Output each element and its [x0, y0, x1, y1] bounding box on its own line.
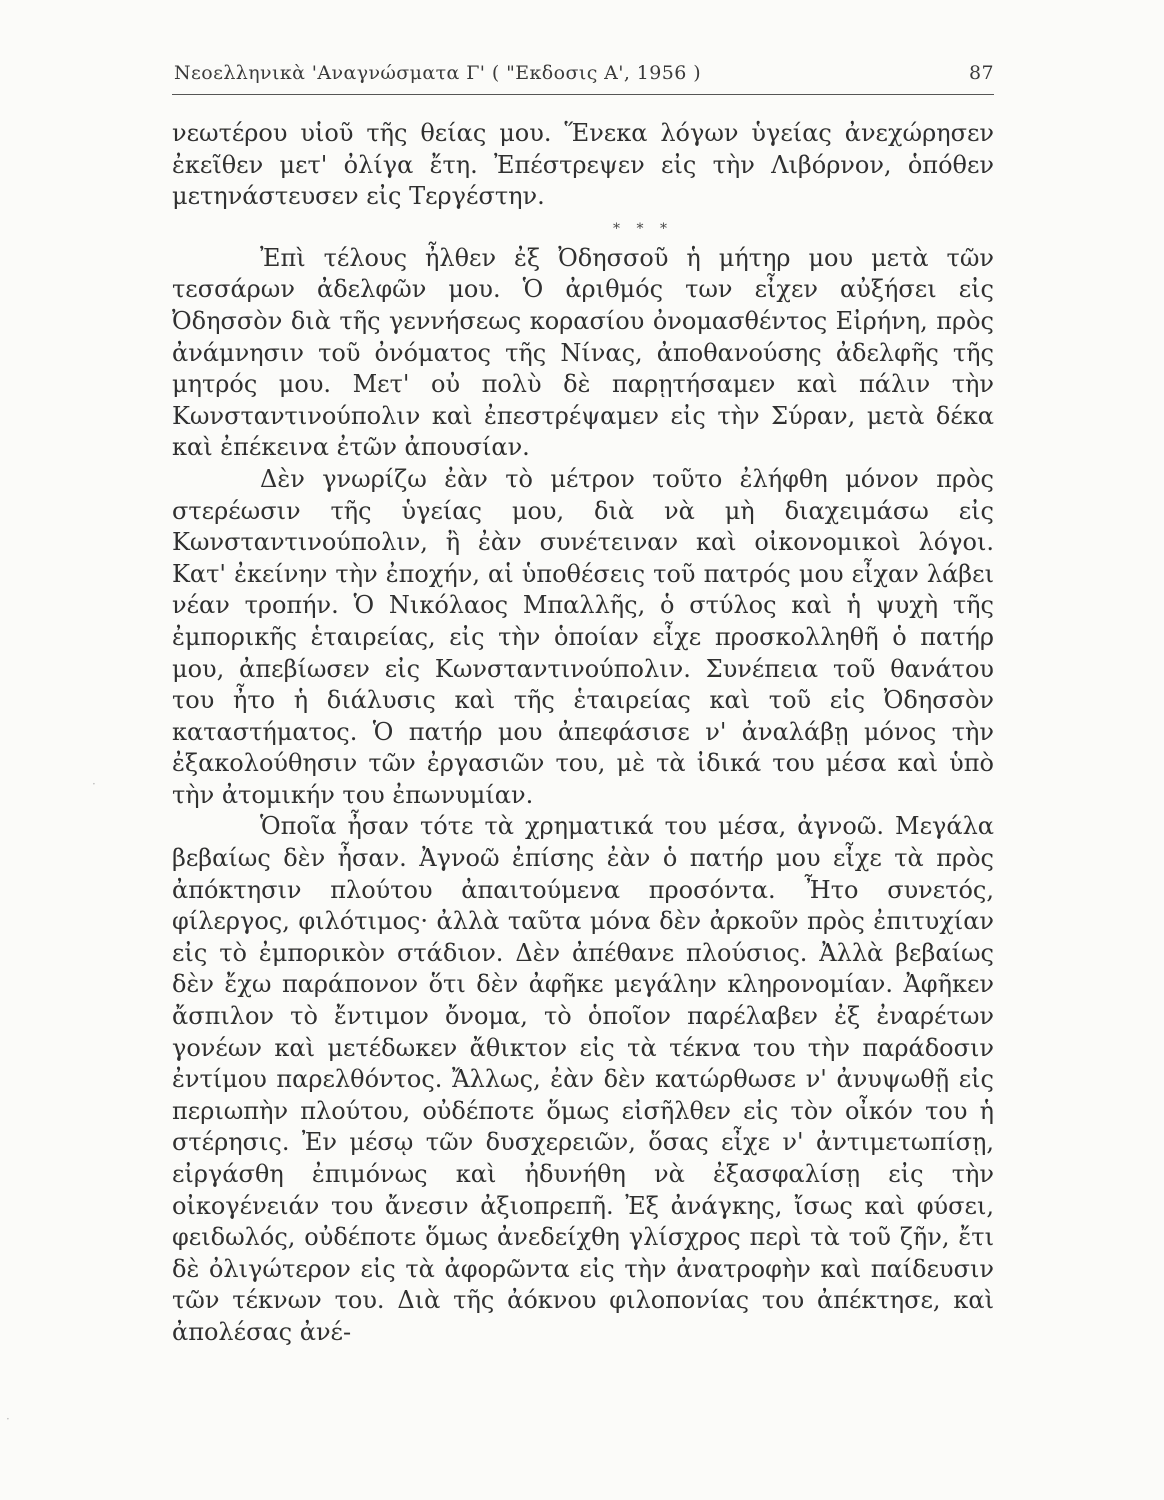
running-header	[174, 58, 994, 94]
scan-speck: ·	[6, 1412, 10, 1426]
page-number: 87	[969, 62, 994, 84]
header-title: Νεοελληνικὰ 'Αναγνώσματα Γ' ( "Εκδοσις Α', 1956 )	[174, 62, 702, 84]
paragraph-continued: νεωτέρου υἱοῦ τῆς θείας μου. Ἕνεκα λόγων ὑγείας ἀνεχώρησεν ἐκεῖθεν μετ' ὀλίγα ἔτη. Ἐπέστρεψεν εἰς τὴν Λιβόρνον, ὁπόθεν μετηνάστευσεν εἰς Τεργέστην.	[172, 119, 994, 211]
paragraph: Ἐπὶ τέλους ἦλθεν ἐξ Ὀδησσοῦ ἡ μήτηρ μου μετὰ τῶν τεσσάρων ἀδελφῶν μου. Ὁ ἀριθμός των εἶχεν αὐξήσει εἰς Ὀδησσὸν διὰ τῆς γεννήσεως κορασίου ὀνομασθέντος Εἰρήνη, πρὸς ἀνάμνησιν τοῦ ὀνόματος τῆς Νίνας, ἀποθανούσης ἀδελφῆς τῆς μητρός μου. Μετ' οὐ πολὺ δὲ παρῃτήσαμεν καὶ πάλιν τὴν Κωνσταντινούπολιν καὶ ἐπεστρέψαμεν εἰς τὴν Σύραν, μετὰ δέκα καὶ ἐπέκεινα ἐτῶν ἀπουσίαν.	[172, 243, 994, 462]
scan-speck: ·	[92, 777, 96, 791]
section-separator: * * *	[613, 220, 673, 237]
paragraph: Ὁποῖα ἦσαν τότε τὰ χρηματικά του μέσα, ἀγνοῶ. Μεγάλα βεβαίως δὲν ἦσαν. Ἀγνοῶ ἐπίσης ἐὰν ὁ πατήρ μου εἶχε τὰ πρὸς ἀπόκτησιν πλούτου ἀπαιτούμενα προσόντα. Ἦτο συνετός, φίλεργος, φιλότιμος· ἀλλὰ ταῦτα μόνα δὲν ἀρκοῦν πρὸς ἐπιτυχίαν εἰς τὸ ἐμπορικὸν στάδιον. Δὲν ἀπέθανε πλούσιος. Ἀλλὰ βεβαίως δὲν ἔχω παράπονον ὅτι δὲν ἀφῆκε μεγάλην κληρονομίαν. Ἀφῆκεν ἄσπιλον τὸ ἔντιμον ὄνομα, τὸ ὁποῖον παρέλαβεν ἐξ ἐναρέτων γονέων καὶ μετέδωκεν ἄθικτον εἰς τὰ τέκνα του τὴν παράδοσιν ἐντίμου παρελθόντος. Ἄλλως, ἐὰν δὲν κατώρθωσε ν' ἀνυψωθῇ εἰς περιωπὴν πλούτου, οὐδέποτε ὅμως εἰσῆλθεν εἰς τὸν οἶκόν του ἡ στέρησις. Ἐν μέσῳ τῶν δυσχερειῶν, ὅσας εἶχε ν' ἀντιμετωπίσῃ, εἰργάσθη ἐπιμόνως καὶ ἠδυνήθη νὰ ἐξασφαλίσῃ εἰς τὴν οἰκογένειάν του ἄνεσιν ἀξιοπρεπῆ. Ἐξ ἀνάγκης, ἴσως καὶ φύσει, φειδωλός, οὐδέποτε ὅμως ἀνεδείχθη γλίσχρος περὶ τὰ τοῦ ζῆν, ἔτι δὲ ὀλιγώτερον εἰς τὰ ἀφορῶντα εἰς τὴν ἀνατροφὴν καὶ παίδευσιν τῶν τέκνων του. Διὰ τῆς ἀόκνου φιλοπονίας του ἀπέκτησε, καὶ ἀπολέσας ἀνέ-	[172, 812, 994, 1346]
paragraph: Δὲν γνωρίζω ἐὰν τὸ μέτρον τοῦτο ἐλήφθη μόνον πρὸς στερέωσιν τῆς ὑγείας μου, διὰ νὰ μὴ διαχειμάσω εἰς Κωνσταντινούπολιν, ἢ ἐὰν συνέτειναν καὶ οἰκονομικοὶ λόγοι. Κατ' ἐκείνην τὴν ἐποχήν, αἱ ὑποθέσεις τοῦ πατρός μου εἶχαν λάβει νέαν τροπήν. Ὁ Νικόλαος Μπαλλῆς, ὁ στύλος καὶ ἡ ψυχὴ τῆς ἐμπορικῆς ἑταιρείας, εἰς τὴν ὁποίαν εἶχε προσκολληθῆ ὁ πατήρ μου, ἀπεβίωσεν εἰς Κωνσταντινούπολιν. Συνέπεια τοῦ θανάτου του ἦτο ἡ διάλυσις καὶ τῆς ἑταιρείας καὶ τοῦ εἰς Ὀδησσὸν καταστήματος. Ὁ πατήρ μου ἀπεφάσισε ν' ἀναλάβῃ μόνος τὴν ἐξακολούθησιν τῶν ἐργασιῶν του, μὲ τὰ ἰδικά του μέσα καὶ ὑπὸ τὴν ἀτομικήν του ἐπωνυμίαν.	[172, 464, 994, 809]
header-rule	[172, 94, 994, 95]
body-text	[172, 118, 994, 1349]
